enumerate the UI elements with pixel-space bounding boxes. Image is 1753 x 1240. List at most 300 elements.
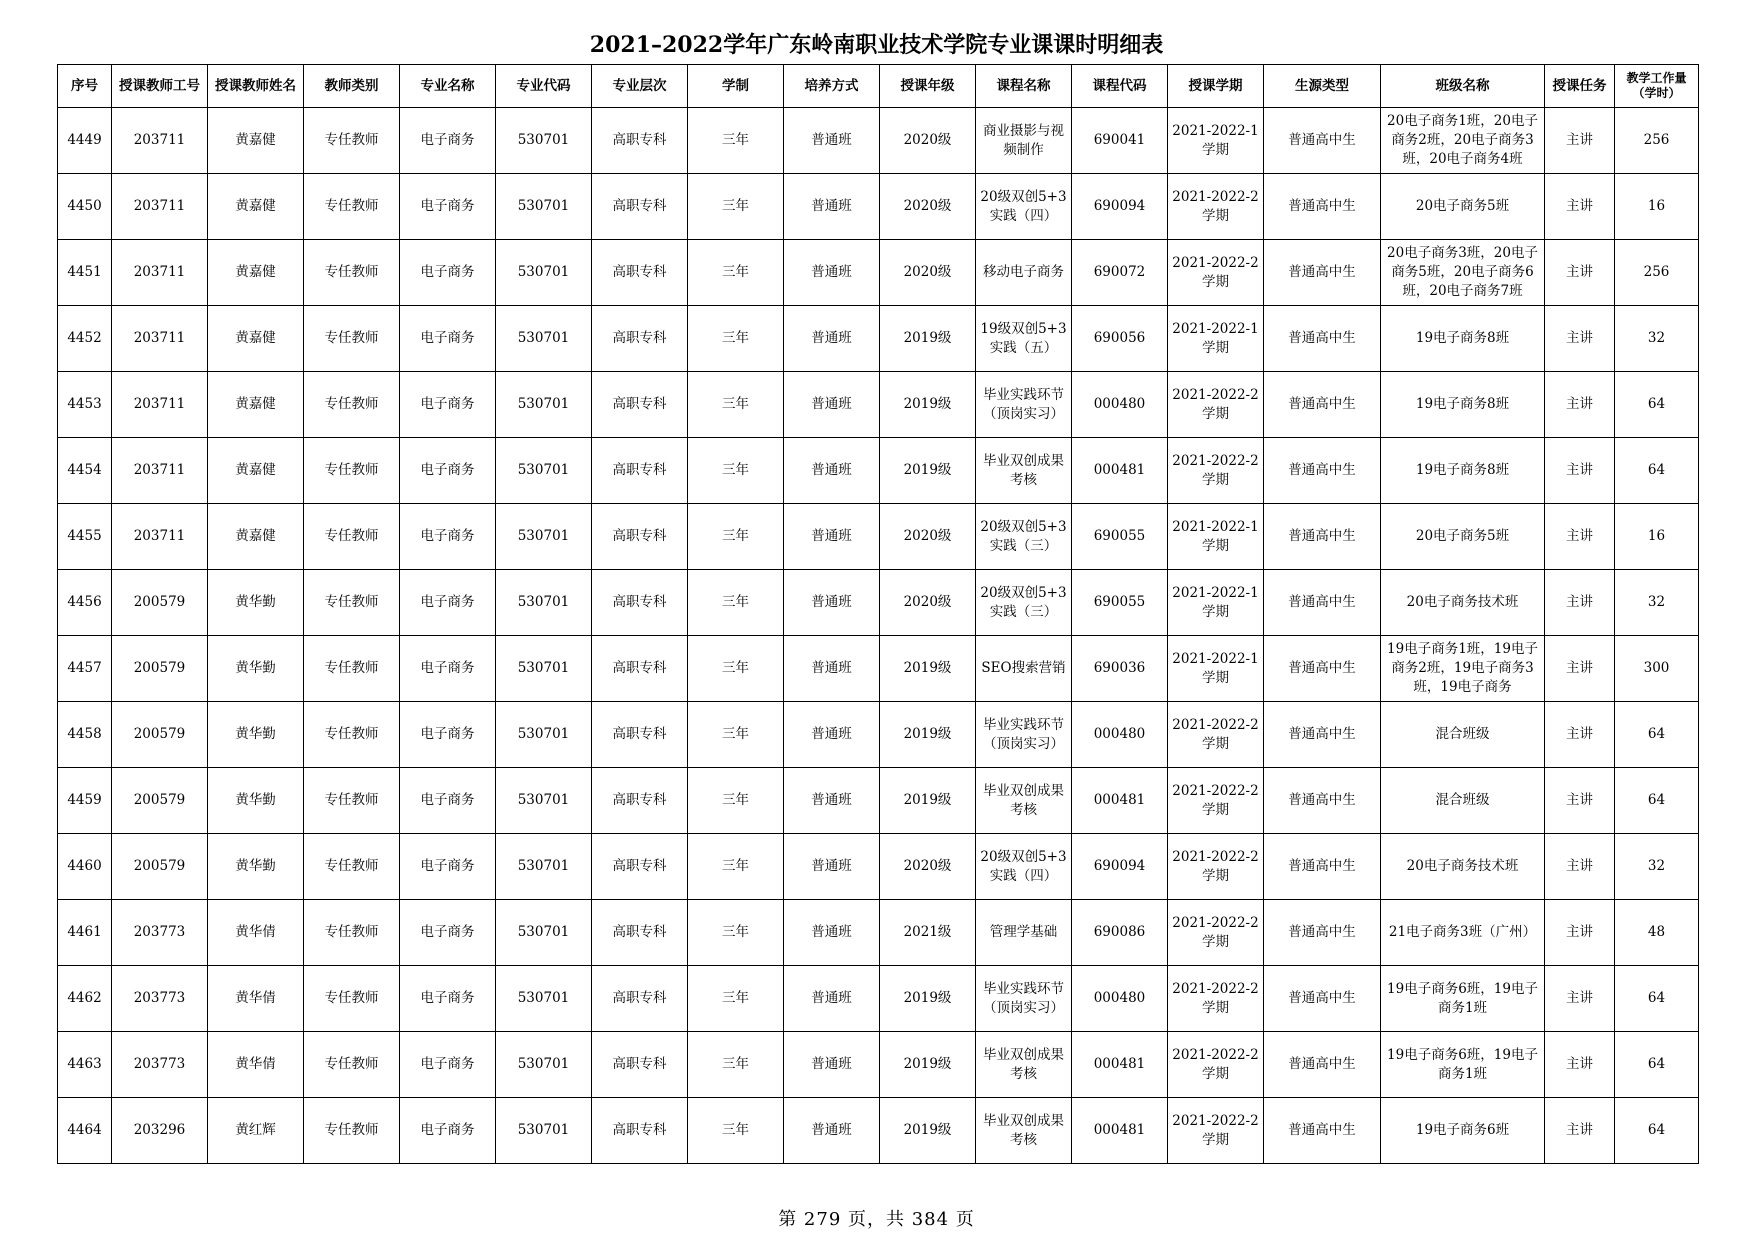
cell-text: 电子商务 [420,594,475,610]
table-cell [112,768,208,834]
table-cell [1615,966,1699,1032]
cell-text: 三年 [722,330,749,346]
cell-text: 普通高中生 [1288,396,1356,412]
table-cell [1264,174,1381,240]
table-cell [304,702,400,768]
cell-text: 2019级 [903,792,952,808]
table-cell [976,1098,1072,1164]
table-row [58,438,1699,504]
table-row [58,504,1699,570]
cell-text: 2021-2022-2学期 [1172,1046,1259,1082]
table-cell [1381,768,1545,834]
table-cell [208,570,304,636]
cell-text: 电子商务 [420,1122,475,1138]
table-cell [880,966,976,1032]
table-cell [880,174,976,240]
table-cell [208,966,304,1032]
cell-text: 高职专科 [612,330,667,346]
cell-text: 专任教师 [324,1122,379,1138]
cell-text: 高职专科 [612,1056,667,1072]
cell-text: 4461 [67,924,102,940]
cell-text: 2021-2022-2学期 [1172,188,1259,224]
table-cell [1072,1032,1168,1098]
table-cell [400,768,496,834]
cell-text: 4457 [67,660,102,676]
cell-text: 690072 [1093,264,1146,280]
cell-text: 690094 [1093,858,1146,874]
cell-text: 黄嘉健 [235,132,276,148]
table-cell [304,174,400,240]
cell-text: 2020级 [903,264,952,280]
cell-text: 32 [1647,858,1666,874]
cell-text: 20电子商务5班 [1415,528,1510,544]
cell-text: 203773 [133,1056,186,1072]
table-cell [1381,570,1545,636]
cell-text: 530701 [517,1122,570,1138]
cell-text: 530701 [517,924,570,940]
table-cell [784,900,880,966]
table-cell [1264,966,1381,1032]
cell-text: 移动电子商务 [983,264,1064,280]
cell-text: 000480 [1093,990,1146,1006]
table-cell [976,174,1072,240]
cell-text: 高职专科 [612,396,667,412]
table-cell [688,174,784,240]
table-cell [688,834,784,900]
cell-text: 普通班 [811,528,852,544]
cell-text: 2021-2022-1学期 [1172,518,1259,554]
cell-text: 普通班 [811,264,852,280]
cell-text: 690055 [1093,594,1146,610]
table-cell [1545,438,1615,504]
table-cell [1072,636,1168,702]
table-cell [1264,636,1381,702]
table-cell [1072,240,1168,306]
table-cell [784,834,880,900]
cell-text: 48 [1647,924,1666,940]
cell-text: 64 [1647,792,1666,808]
table-cell [1072,768,1168,834]
table-cell [1381,702,1545,768]
cell-text: 三年 [722,792,749,808]
table-cell [1615,636,1699,702]
table-cell [1381,306,1545,372]
cell-text: 20级双创5+3实践（四） [980,188,1067,224]
cell-text: 19电子商务8班 [1415,330,1510,346]
cell-text: 2020级 [903,528,952,544]
cell-text: 690094 [1093,198,1146,214]
cell-text: 黄嘉健 [235,264,276,280]
cell-text: 2021-2022-1学期 [1172,122,1259,158]
cell-text: 黄嘉健 [235,462,276,478]
cell-text: 高职专科 [612,792,667,808]
table-cell [592,768,688,834]
cell-text: 黄嘉健 [235,396,276,412]
table-cell [112,174,208,240]
cell-text: 2021-2022-1学期 [1172,320,1259,356]
table-cell [1264,504,1381,570]
table-cell [784,702,880,768]
cell-text: 普通高中生 [1288,726,1356,742]
cell-text: 000480 [1093,396,1146,412]
cell-text: 000481 [1093,792,1146,808]
table-cell [1381,108,1545,174]
table-cell [1545,240,1615,306]
cell-text: 黄华倩 [235,990,276,1006]
cell-text: 256 [1643,132,1670,148]
table-cell [976,966,1072,1032]
table-cell [208,306,304,372]
table-cell [1381,372,1545,438]
cell-text: 19电子商务8班 [1415,396,1510,412]
table-cell [976,1032,1072,1098]
cell-text: 混合班级 [1435,792,1490,808]
table-cell [1615,834,1699,900]
table-cell [304,1032,400,1098]
table-cell [1168,1098,1264,1164]
table-cell [688,636,784,702]
table-cell [1615,306,1699,372]
table-cell [112,1032,208,1098]
cell-text: 主讲 [1566,792,1593,808]
cell-text: 16 [1647,198,1666,214]
table-cell [1545,504,1615,570]
table-cell [880,900,976,966]
cell-text: 203711 [133,396,186,412]
table-cell [592,834,688,900]
table-cell [1264,108,1381,174]
cell-text: 200579 [133,792,186,808]
table-cell [304,108,400,174]
cell-text: 2019级 [903,462,952,478]
cell-text: 普通高中生 [1288,792,1356,808]
table-header-row [58,65,1699,108]
cell-text: 530701 [517,528,570,544]
table-cell [1545,108,1615,174]
table-cell [400,636,496,702]
table-row [58,108,1699,174]
cell-text: 530701 [517,330,570,346]
table-cell [976,834,1072,900]
table-cell [880,372,976,438]
cell-text: 电子商务 [420,858,475,874]
cell-text: 000481 [1093,1056,1146,1072]
cell-text: 电子商务 [420,396,475,412]
cell-text: 主讲 [1566,594,1593,610]
cell-text: 2019级 [903,726,952,742]
cell-text: 2021-2022-1学期 [1172,584,1259,620]
table-cell [1545,768,1615,834]
cell-text: 530701 [517,462,570,478]
cell-text: 20电子商务5班 [1415,198,1510,214]
cell-text: 4458 [67,726,102,742]
cell-text: 三年 [722,858,749,874]
table-cell [592,966,688,1032]
cell-text: 2019级 [903,1122,952,1138]
table-cell [112,306,208,372]
table-cell [1381,636,1545,702]
cell-text: 主讲 [1566,198,1593,214]
table-cell [1545,900,1615,966]
cell-text: 000481 [1093,1122,1146,1138]
cell-text: 4459 [67,792,102,808]
table-cell [1072,372,1168,438]
column-header: 生源类型 [1264,65,1381,108]
cell-text: 200579 [133,726,186,742]
cell-text: 16 [1647,528,1666,544]
cell-text: 200579 [133,858,186,874]
cell-text: 高职专科 [612,1122,667,1138]
table-cell [1072,900,1168,966]
cell-text: 普通班 [811,132,852,148]
cell-text: 530701 [517,198,570,214]
cell-text: 530701 [517,858,570,874]
cell-text: 普通高中生 [1288,1122,1356,1138]
table-cell [1072,438,1168,504]
table-cell [688,504,784,570]
table-cell [496,108,592,174]
table-cell [1168,702,1264,768]
cell-text: 专任教师 [324,462,379,478]
table-cell [880,570,976,636]
table-cell [688,900,784,966]
cell-text: 19级双创5+3实践（五） [980,320,1067,356]
table-cell [1168,966,1264,1032]
table-cell [592,438,688,504]
table-cell [592,702,688,768]
table-cell [784,768,880,834]
cell-text: 2021-2022-2学期 [1172,782,1259,818]
cell-text: 专任教师 [324,396,379,412]
table-cell [496,306,592,372]
table-cell [1264,702,1381,768]
table-cell [112,702,208,768]
cell-text: 电子商务 [420,330,475,346]
table-cell [208,636,304,702]
cell-text: 高职专科 [612,198,667,214]
cell-text: 电子商务 [420,132,475,148]
cell-text: 主讲 [1566,924,1593,940]
table-cell [688,768,784,834]
cell-text: 690041 [1093,132,1146,148]
cell-text: 203296 [133,1122,186,1138]
table-cell [880,1098,976,1164]
table-cell [1615,240,1699,306]
cell-text: 普通高中生 [1288,924,1356,940]
column-header: 教师类别 [304,65,400,108]
cell-text: 商业摄影与视频制作 [983,122,1064,158]
table-cell [1264,1098,1381,1164]
table-cell [208,900,304,966]
column-header: 授课教师姓名 [208,65,304,108]
table-cell [688,306,784,372]
table-row [58,768,1699,834]
cell-text: 主讲 [1566,132,1593,148]
table-cell [1545,570,1615,636]
table-cell [592,900,688,966]
table-cell [976,768,1072,834]
cell-text: 主讲 [1566,1122,1593,1138]
cell-text: 4455 [67,528,102,544]
table-cell [112,504,208,570]
table-cell [880,768,976,834]
cell-text: 专任教师 [324,594,379,610]
table-cell [688,570,784,636]
cell-text: 普通高中生 [1288,330,1356,346]
table-cell [1264,372,1381,438]
table-cell [1381,438,1545,504]
table-cell [592,504,688,570]
cell-text: 主讲 [1566,726,1593,742]
table-cell [496,768,592,834]
cell-text: 主讲 [1566,462,1593,478]
table-cell [208,1032,304,1098]
cell-text: 64 [1647,990,1666,1006]
cell-text: 690056 [1093,330,1146,346]
table-cell [976,240,1072,306]
cell-text: 普通班 [811,1056,852,1072]
cell-text: 2021-2022-2学期 [1172,716,1259,752]
cell-text: 三年 [722,198,749,214]
table-row [58,636,1699,702]
table-cell [1264,240,1381,306]
table-cell [592,174,688,240]
table-cell [592,1032,688,1098]
table-cell [1615,174,1699,240]
table-cell [1168,834,1264,900]
table-cell [400,1032,496,1098]
table-cell [1615,570,1699,636]
table-cell [688,108,784,174]
cell-text: 黄华勤 [235,726,276,742]
table-cell [1168,438,1264,504]
cell-text: 专任教师 [324,726,379,742]
cell-text: 三年 [722,132,749,148]
cell-text: 64 [1647,726,1666,742]
cell-text: 21电子商务3班（广州） [1388,924,1537,940]
table-cell [1168,570,1264,636]
table-cell [58,636,112,702]
cell-text: 4453 [67,396,102,412]
table-cell [112,240,208,306]
cell-text: 黄嘉健 [235,528,276,544]
cell-text: 专任教师 [324,264,379,280]
table-cell [784,174,880,240]
cell-text: 混合班级 [1435,726,1490,742]
cell-text: 4454 [67,462,102,478]
cell-text: 普通高中生 [1288,858,1356,874]
table-cell [1381,966,1545,1032]
table-cell [208,438,304,504]
table-cell [880,1032,976,1098]
table-cell [1072,306,1168,372]
table-cell [592,372,688,438]
table-cell [496,438,592,504]
table-cell [112,636,208,702]
table-cell [976,438,1072,504]
cell-text: 203711 [133,264,186,280]
table-cell [496,240,592,306]
cell-text: 19电子商务8班 [1415,462,1510,478]
table-cell [784,1032,880,1098]
cell-text: 三年 [722,660,749,676]
table-row [58,570,1699,636]
table-cell [880,504,976,570]
table-cell [1168,768,1264,834]
table-cell [976,372,1072,438]
cell-text: 690055 [1093,528,1146,544]
table-cell [58,834,112,900]
table-cell [784,240,880,306]
table-cell [1168,240,1264,306]
cell-text: 主讲 [1566,264,1593,280]
table-cell [112,1098,208,1164]
table-cell [208,702,304,768]
cell-text: 电子商务 [420,660,475,676]
table-cell [208,240,304,306]
cell-text: 64 [1647,1056,1666,1072]
cell-text: 20电子商务技术班 [1406,594,1519,610]
cell-text: 300 [1643,660,1670,676]
cell-text: 三年 [722,990,749,1006]
table-cell [1615,702,1699,768]
table-cell [304,900,400,966]
cell-text: SEO搜索营销 [981,660,1066,676]
table-cell [304,240,400,306]
table-cell [58,240,112,306]
cell-text: 黄华勤 [235,858,276,874]
cell-text: 主讲 [1566,528,1593,544]
table-cell [1168,504,1264,570]
column-header: 专业代码 [496,65,592,108]
cell-text: 专任教师 [324,660,379,676]
table-row [58,1032,1699,1098]
cell-text: 主讲 [1566,858,1593,874]
cell-text: 普通班 [811,330,852,346]
table-cell [1615,1098,1699,1164]
table-cell [784,438,880,504]
table-cell [400,240,496,306]
table-cell [1168,372,1264,438]
cell-text: 32 [1647,594,1666,610]
table-row [58,834,1699,900]
cell-text: 530701 [517,726,570,742]
table-cell [304,372,400,438]
table-cell [58,768,112,834]
page-number: 第 279 页，共 384 页 [778,1209,975,1230]
table-cell [304,1098,400,1164]
cell-text: 64 [1647,462,1666,478]
column-header: 授课任务 [1545,65,1615,108]
table-cell [976,636,1072,702]
cell-text: 2021-2022-2学期 [1172,848,1259,884]
cell-text: 普通高中生 [1288,132,1356,148]
table-cell [58,570,112,636]
table-cell [304,966,400,1032]
cell-text: 20级双创5+3实践（三） [980,518,1067,554]
table-cell [1264,900,1381,966]
table-cell [1072,834,1168,900]
table-cell [112,570,208,636]
table-cell [400,702,496,768]
cell-text: 普通高中生 [1288,264,1356,280]
table-cell [592,240,688,306]
table-cell [1545,1098,1615,1164]
cell-text: 530701 [517,594,570,610]
cell-text: 4449 [67,132,102,148]
table-cell [1615,438,1699,504]
table-cell [58,372,112,438]
